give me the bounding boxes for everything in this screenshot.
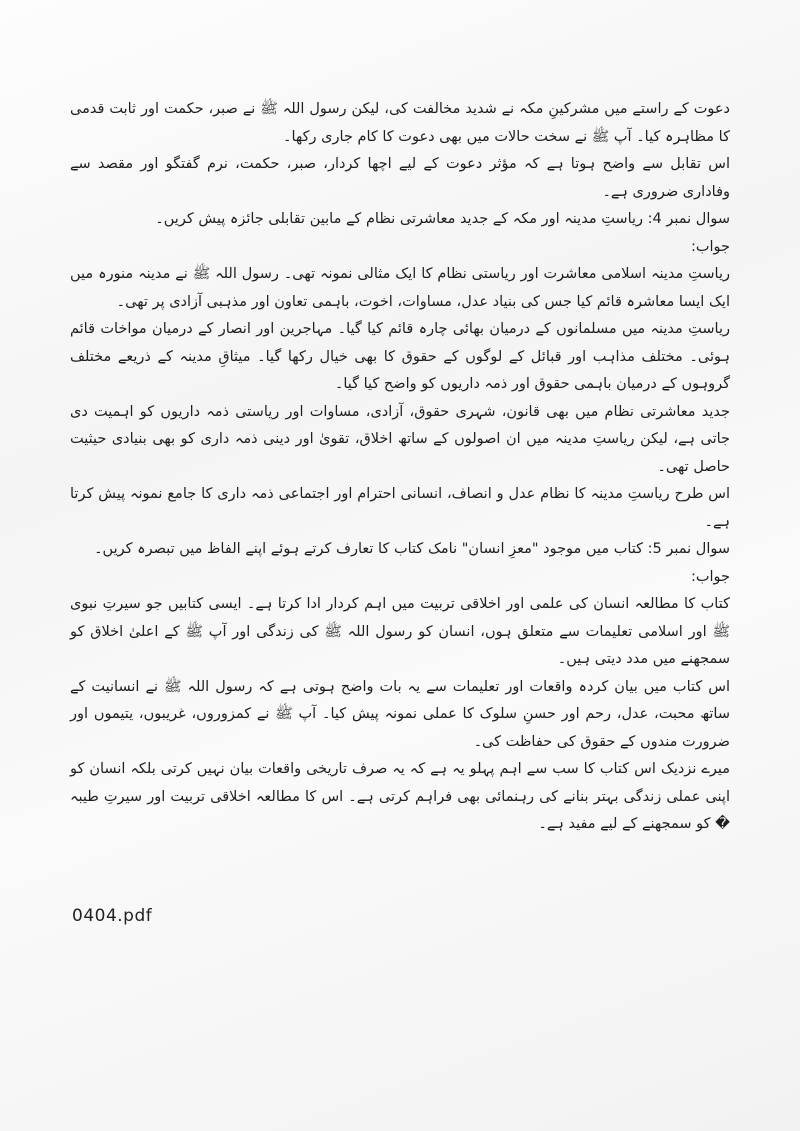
question-5-heading: سوال نمبر 5: کتاب میں موجود "معزِ انسان" نامک کتاب کا تعارف کرتے ہوئے اپنے الفاظ میں تبصرہ کریں۔ xyxy=(94,541,730,557)
paragraph-book-study: کتاب کا مطالعہ انسان کی علمی اور اخلاقی تربیت میں اہم کردار ادا کرتا ہے۔ ایسی کتابیں جو سیرتِ نبوی ﷺ اور اسلامی تعلیمات سے متعلق ہوں، انسان کو رسول اللہ ﷺ کی زندگی اور آپ ﷺ کے اعلیٰ اخلاق کو سمجھنے میں مدد دیتی ہیں۔ xyxy=(70,596,730,667)
document-body xyxy=(70,96,730,839)
paragraph-book-events: اس کتاب میں بیان کردہ واقعات اور تعلیمات سے یہ بات واضح ہوتی ہے کہ رسول اللہ ﷺ نے انسانیت کے ساتھ محبت، عدل، رحم اور حسنِ سلوک کا عملی نمونہ پیش کیا۔ آپ ﷺ نے کمزوروں، غریبوں، یتیموں اور ضرورت مندوں کے حقوق کی حفاظت کی۔ xyxy=(70,678,730,750)
paragraph-modern-system: جدید معاشرتی نظام میں بھی قانون، شہری حقوق، آزادی، مساوات اور ریاستی ذمہ داریوں کو اہمیت دی جاتی ہے، لیکن ریاستِ مدینہ میں ان اصولوں کے ساتھ اخلاق، تقویٰ اور دینی ذمہ داری کو بھی بنیادی حیثیت حاصل تھی۔ xyxy=(70,403,730,475)
file-name-label: 0404.pdf xyxy=(72,906,153,926)
paragraph-comparison-conclusion: اس تقابل سے واضح ہوتا ہے کہ مؤثر دعوت کے لیے اچھا کردار، صبر، حکمت، نرم گفتگو اور مقصد سے وفاداری ضروری ہے۔ xyxy=(70,156,730,200)
answer-label-4: جواب: xyxy=(690,238,730,255)
paragraph-madina-summary: اس طرح ریاستِ مدینہ کا نظام عدل و انصاف، انسانی احترام اور اجتماعی ذمہ داری کا جامع نمونہ پیش کرتا ہے۔ xyxy=(70,486,730,530)
paragraph-personal-view: میرے نزدیک اس کتاب کا سب سے اہم پہلو یہ ہے کہ یہ صرف تاریخی واقعات بیان نہیں کرتی بلکہ انسان کو اپنی عملی زندگی بہتر بنانے کی رہنمائی بھی فراہم کرتی ہے۔ اس کا مطالعہ اخلاقی تربیت اور سیرتِ طیبہ � کو سمجھنے کے لیے مفید ہے۔ xyxy=(70,761,730,832)
paragraph-dawah-opposition: دعوت کے راستے میں مشرکینِ مکہ نے شدید مخالفت کی، لیکن رسول اللہ ﷺ نے صبر، حکمت اور ثابت قدمی کا مظاہرہ کیا۔ آپ ﷺ نے سخت حالات میں بھی دعوت کا کام جاری رکھا۔ xyxy=(70,101,730,145)
paragraph-brotherhood: ریاستِ مدینہ میں مسلمانوں کے درمیان بھائی چارہ قائم کیا گیا۔ مہاجرین اور انصار کے درمیان مواخات قائم ہوئی۔ مختلف مذاہب اور قبائل کے لوگوں کے حقوق کا بھی خیال رکھا گیا۔ میثاقِ مدینہ کے ذریعے مختلف گروہوں کے درمیان باہمی حقوق اور ذمہ داریوں کو واضح کیا گیا۔ xyxy=(70,321,730,392)
question-4-heading: سوال نمبر 4: ریاستِ مدینہ اور مکہ کے جدید معاشرتی نظام کے مابین تقابلی جائزہ پیش کریں۔ xyxy=(155,211,730,227)
paragraph-madina-state: ریاستِ مدینہ اسلامی معاشرت اور ریاستی نظام کا ایک مثالی نمونہ تھی۔ رسول اللہ ﷺ نے مدینہ منورہ میں ایک ایسا معاشرہ قائم کیا جس کی بنیاد عدل، مساوات، اخوت، باہمی تعاون اور مذہبی آزادی پر تھی۔ xyxy=(70,266,730,310)
answer-label-5: جواب: xyxy=(690,568,730,585)
